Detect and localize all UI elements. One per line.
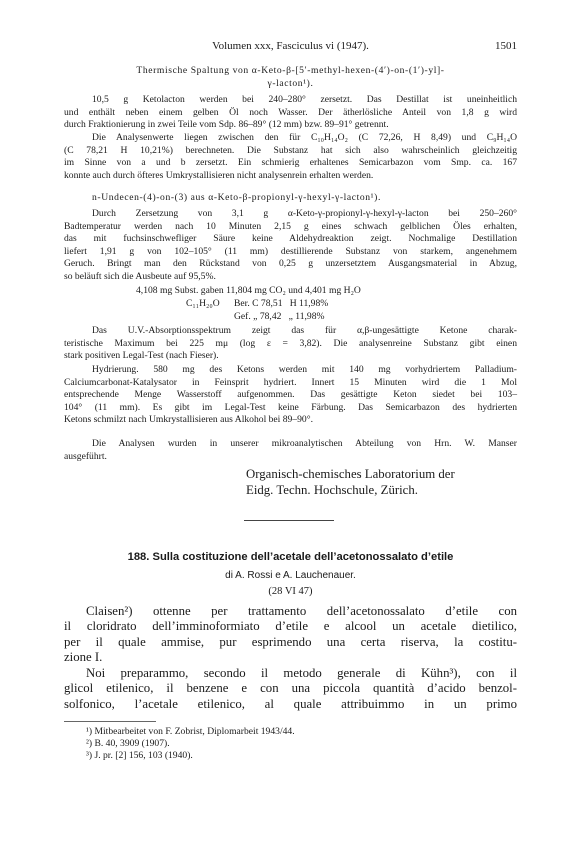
journal-volume: Volumen xxx, Fasciculus vi (1947).: [212, 40, 369, 52]
paragraph-hydrogenation: [64, 364, 517, 427]
article-paragraph-claisen: [64, 604, 517, 666]
text-line: zione I.: [64, 650, 103, 665]
text-line: stark positiven Legal-Test (nach Fieser).: [64, 350, 219, 362]
text-line: im Sinne von a und b zersetzt. Ein schmierig erhaltenes Semicarbazon vom Smp. ca. 167: [64, 157, 517, 169]
text-line: Claisen²) ottenne per trattamento dell’acetonossalato d’etile con: [86, 604, 517, 618]
section-title-line: Thermische Spaltung von α-Keto-β-[5′-methyl-hexen-(4′)-on-(1′)-yl]-: [136, 65, 445, 76]
section-title-thermal-cleavage: [0, 65, 581, 90]
text-line: ausgeführt.: [64, 450, 107, 462]
lab-line: Organisch-chemisches Laboratorium der: [246, 467, 455, 481]
footnote-2: ²) B. 40, 3909 (1907).: [86, 738, 170, 749]
paragraph-uv-spectrum: [64, 325, 517, 363]
article-title: 188. Sulla costituzione dell’acetale dell’acetonossalato d’etile: [127, 551, 454, 563]
text-line: Durch Zersetzung von 3,1 g α-Keto-γ-propionyl-γ-hexyl-γ-lacton bei 250–260°: [92, 208, 517, 219]
text-line: (C 78,21 H 10,21%) berechneten. Die Substanz hat sich also wahrscheinlich gleichzeitig: [64, 144, 517, 156]
text-line: entsprechende Menge Wasserstoff aufgenommen. Das gesättigte Keton siedet bei 103–: [64, 389, 517, 401]
article-paragraph-preparation: [64, 666, 517, 712]
text-line: 10,5 g Ketolacton werden bei 240–280° zersetzt. Das Destillat ist uneinheitlich: [92, 94, 517, 105]
analysis-formula: C₁₁H₂₀O: [186, 298, 220, 309]
text-line: das mit fuchsinschwefliger Säure keine Aldehydreaktion zeigt. Nochmalige Destillation: [64, 233, 517, 245]
page-number: 1501: [495, 40, 517, 52]
text-line: konnte auch durch öfteres Umkrystallisieren nicht analysenrein erhalten werden.: [64, 169, 374, 181]
lab-line: Eidg. Techn. Hochschule, Zürich.: [246, 483, 418, 497]
text-line: 104° (11 mm). Es gibt im Legal-Test keine Färbung. Das Semicarbazon des hydrierten: [64, 401, 517, 413]
text-line: Hydrierung. 580 mg des Ketons werden mit 140 mg vorhydriertem Palladium-: [92, 364, 517, 375]
text-line: Die Analysenwerte liegen zwischen den für C₁₀H₁₄O₂ (C 72,26, H 8,49) und C₉H₁₄O: [92, 132, 517, 143]
text-line: teristische Maximum bei 225 mμ (log ε = 3,82). Die analysenreine Substanz gibt einen: [64, 337, 517, 349]
footnotes: [86, 726, 295, 762]
paragraph-analysis-values: [64, 132, 517, 182]
text-line: glicol etilenico, il benzene e con una piccola quantità d’acido benzol-: [64, 681, 517, 696]
footnote-divider: [64, 721, 156, 722]
section-title-undecenone: n-Undecen-(4)-on-(3) aus α-Keto-β-propionyl-γ-hexyl-γ-lacton¹).: [92, 192, 381, 203]
text-line: Noi preparammo, secondo il metodo generale di Kühn³), con il: [86, 666, 517, 680]
paragraph-decomposition: [64, 208, 517, 284]
paragraph-distillation: [64, 94, 517, 132]
text-line: solfonico, l’acetale etilenico, al quale attribuimmo in un primo: [64, 696, 517, 711]
article-authors: di A. Rossi e A. Lauchenauer.: [225, 570, 356, 581]
section-divider: [244, 520, 334, 521]
footnote-3: ³) J. pr. [2] 156, 103 (1940).: [86, 750, 193, 761]
text-line: liefert 1,91 g von 102–105° (11 mm) destillierende Substanz von starkem, angenehmem: [64, 245, 517, 257]
analysis-found: Gef. „ 78,42 „ 11,98%: [234, 311, 325, 322]
analysis-calculated: Ber. C 78,51 H 11,98%: [234, 298, 329, 309]
text-line: Die Analysen wurden in unserer mikroanalytischen Abteilung von Hrn. W. Manser: [92, 438, 517, 449]
elemental-analysis: [136, 285, 476, 325]
text-line: so beläuft sich die Ausbeute auf 95,5%.: [64, 270, 216, 282]
text-line: il cloridrato dell’imminoformiato d’etile e alcool un acetale dietilico,: [64, 619, 517, 634]
footnote-1: ¹) Mitbearbeitet von F. Zobrist, Diplomarbeit 1943/44.: [86, 726, 295, 737]
text-line: Calciumcarbonat-Katalysator in Feinsprit hydriert. Innert 15 Minuten wird die 1 Mol: [64, 376, 517, 388]
section-title-line: γ-lacton¹).: [267, 77, 314, 89]
laboratory-affiliation: [246, 466, 455, 498]
article-date: (28 VI 47): [268, 586, 313, 597]
text-line: per il quale ammise, pur esprimendo una certa riserva, la costitu-: [64, 634, 517, 649]
text-line: durch Fraktionierung in zwei Teile vom Sdp. 86–89° (12 mm) bzw. 89–91° getrennt.: [64, 119, 389, 131]
paragraph-acknowledgement: [64, 438, 517, 463]
analysis-measurement: 4,108 mg Subst. gaben 11,804 mg CO₂ und 4,401 mg H₂O: [136, 285, 361, 296]
text-line: und enthält neben einem gelben Öl noch Wasser. Der ätherlösliche Anteil von 1,8 g wird: [64, 106, 517, 118]
text-line: Ketons schmilzt nach Umkrystallisieren aus Alkohol bei 89–90°.: [64, 414, 313, 426]
text-line: Geruch. Bringt man den Rückstand von 0,25 g unzersetztem Ausgangsmaterial in Abzug,: [64, 258, 517, 270]
text-line: Das U.V.-Absorptionsspektrum zeigt das für α,β-ungesättigte Ketone charak-: [92, 325, 517, 336]
text-line: Badtemperatur werden nach 10 Minuten 2,15 g eines schwach gelblichen Öles erhalten,: [64, 220, 517, 232]
